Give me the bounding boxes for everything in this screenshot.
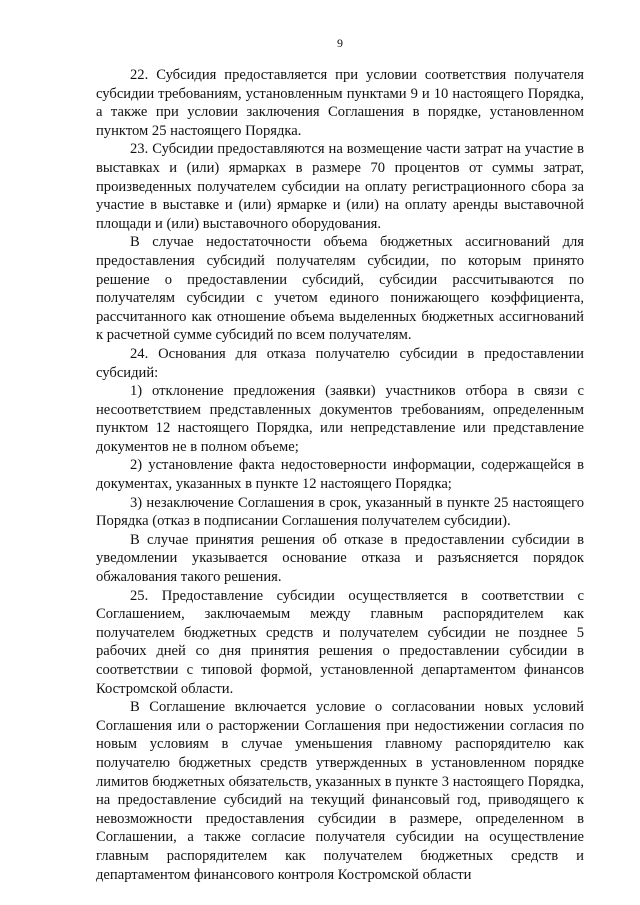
- paragraph-23: 23. Субсидии предоставляются на возмещение части затрат на участие в выставках и (или) ярмарках в размере 70 процентов от суммы затрат, произведенных получателем субсидии на оплату регистрационного сбора за участие в выставке и (или) ярмарке и (или) на оплату аренды выставочной площади и (или) выставочного оборудования.: [96, 141, 584, 232]
- list-item-3: 3) незаключение Соглашения в срок, указанный в пункте 25 настоящего Порядка (отказ в подписании Соглашения получателем субсидии).: [96, 494, 584, 530]
- paragraph-24: 24. Основания для отказа получателю субсидии в предоставлении субсидий:: [96, 345, 584, 381]
- paragraph-agreement-conditions: В Соглашение включается условие о согласовании новых условий Соглашения или о расторжении Соглашения при недостижении согласия по новым условиям в случае уменьшения главному распорядителю как получателю бюджетных средств утвержденных в установленном порядке лимитов бюджетных обязательств, указанных в пункте 3 настоящего Порядка, на предоставление субсидий на текущий финансовый год, приводящего к невозможности предоставления субсидии в размере, определенном в Соглашении, а также согласие получателя субсидии на осуществление главным распорядителем как получателем бюджетных средств и департаментом финансового контроля Костромской области: [96, 699, 584, 883]
- list-item-2: 2) установление факта недостоверности информации, содержащейся в документах, указанных в пункте 12 настоящего Порядка;: [96, 457, 584, 493]
- document-page: [96, 36, 584, 884]
- paragraph-refusal-notice: В случае принятия решения об отказе в предоставлении субсидии в уведомлении указывается основание отказа и разъясняется порядок обжалования такого решения.: [96, 531, 584, 586]
- page-number: 9: [337, 36, 343, 50]
- paragraph-22: 22. Субсидия предоставляется при условии соответствия получателя субсидии требованиям, установленным пунктами 9 и 10 настоящего Порядка, а также при условии заключения Соглашения в порядке, установленном пунктом 25 настоящего Порядка.: [96, 67, 584, 139]
- paragraph-insufficient-funds: В случае недостаточности объема бюджетных ассигнований для предоставления субсидий получателям субсидии, по которым принято решение о предоставлении субсидий, субсидии рассчитываются по получателям субсидии с учетом единого понижающего коэффициента, рассчитанного как отношение объема выделенных бюджетных ассигнований к расчетной сумме субсидий по всем получателям.: [96, 234, 584, 344]
- paragraph-25: 25. Предоставление субсидии осуществляется в соответствии с Соглашением, заключаемым между главным распорядителем как получателем бюджетных средств и получателем субсидии не позднее 5 рабочих дней со дня принятия решения о предоставлении субсидии в соответствии с типовой формой, установленной департаментом финансов Костромской области.: [96, 587, 584, 697]
- list-item-1: 1) отклонение предложения (заявки) участников отбора в связи с несоответствием представленных документов требованиям, определенным пунктом 12 настоящего Порядка, или непредставление или представление документов не в полном объеме;: [96, 383, 584, 455]
